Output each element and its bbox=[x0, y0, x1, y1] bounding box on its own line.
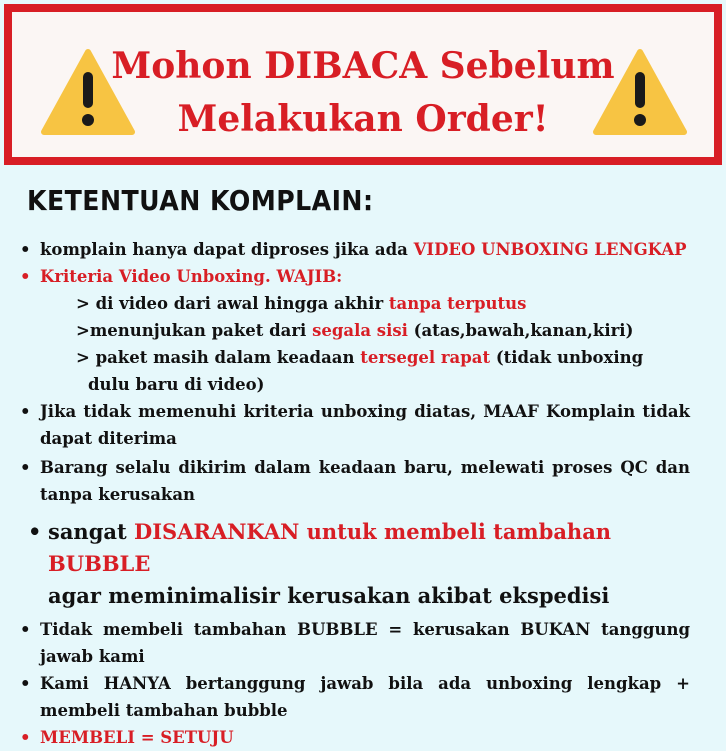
sub-item bbox=[16, 290, 690, 317]
item-highlight: Kriteria Video Unboxing. WAJIB: bbox=[40, 267, 343, 286]
list-item bbox=[16, 263, 690, 290]
list-item-emphasis bbox=[16, 516, 690, 580]
item-text: > di video dari awal hingga akhir bbox=[76, 294, 389, 313]
list-item: • Tidak membeli tambahan BUBBLE = kerusakan BUKAN tanggung jawab kami bbox=[16, 616, 690, 670]
sub-item bbox=[16, 344, 690, 371]
list-item: • Barang selalu dikirim dalam keadaan baru, melewati proses QC dan tanpa kerusakan bbox=[16, 454, 690, 508]
item-text: >menunjukan paket dari bbox=[76, 321, 313, 340]
item-highlight: tanpa terputus bbox=[388, 294, 527, 313]
banner-title bbox=[0, 40, 726, 146]
list-item: • Kami HANYA bertanggung jawab bila ada unboxing lengkap + membeli tambahan bubble bbox=[16, 670, 690, 724]
item-highlight: segala sisi bbox=[312, 321, 408, 340]
item-text: > paket masih dalam keadaan bbox=[76, 348, 361, 367]
section-heading: KETENTUAN KOMPLAIN: bbox=[27, 184, 374, 217]
banner-title-line1: Mohon DIBACA Sebelum bbox=[111, 45, 615, 87]
rules-list bbox=[16, 236, 690, 751]
list-item bbox=[16, 236, 690, 263]
item-text: (atas,bawah,kanan,kiri) bbox=[407, 321, 634, 340]
item-highlight: VIDEO UNBOXING LENGKAP bbox=[413, 240, 687, 259]
item-highlight: MEMBELI = SETUJU bbox=[40, 728, 234, 747]
item-highlight: DISARANKAN untuk membeli tambahan BUBBLE bbox=[48, 519, 612, 576]
item-text: sangat bbox=[48, 519, 134, 544]
list-item: • Jika tidak memenuhi kriteria unboxing diatas, MAAF Komplain tidak dapat diterima bbox=[16, 398, 690, 452]
sub-item-continuation: dulu baru di video) bbox=[88, 375, 265, 394]
sub-item bbox=[16, 317, 690, 344]
list-item bbox=[16, 724, 690, 751]
item-highlight: tersegel rapat bbox=[360, 348, 491, 367]
banner-title-line2: Melakukan Order! bbox=[177, 98, 549, 140]
item-text: (tidak unboxing bbox=[490, 348, 644, 367]
item-text: komplain hanya dapat diproses jika ada bbox=[40, 240, 414, 259]
list-item-emphasis-continuation: agar meminimalisir kerusakan akibat ekspedisi bbox=[48, 583, 610, 608]
header-banner bbox=[0, 0, 726, 172]
